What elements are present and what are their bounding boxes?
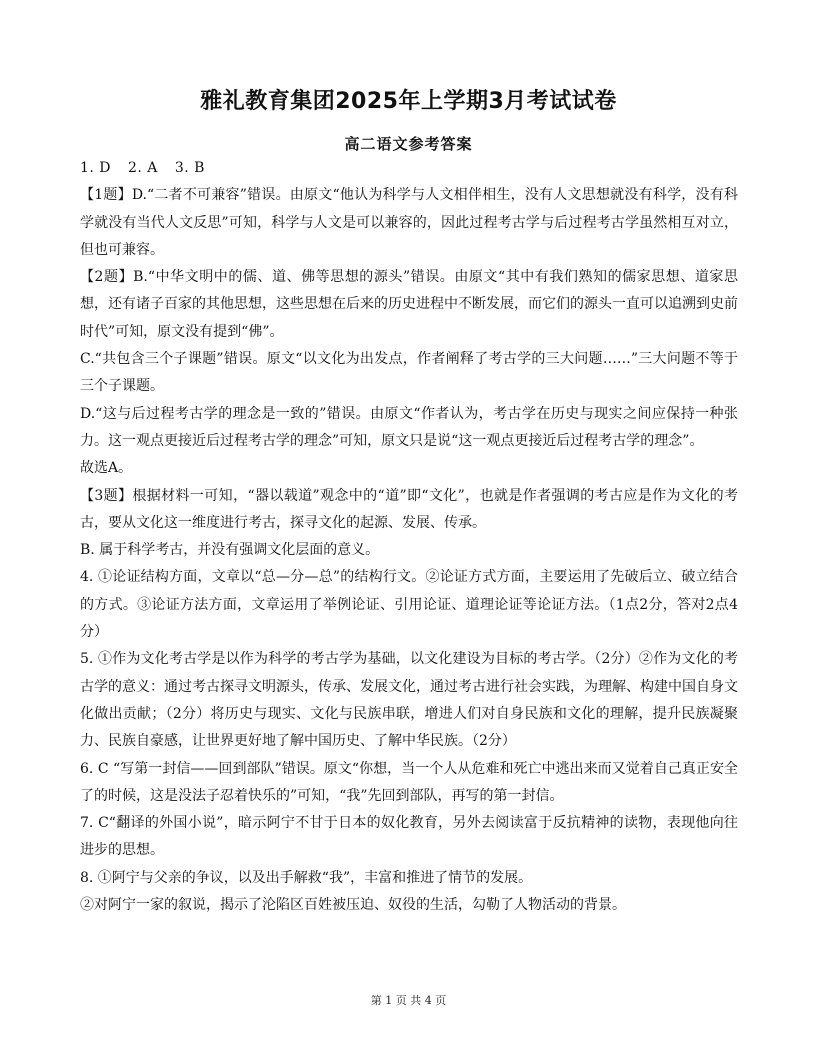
- paragraph-q6: 6. C “写第一封信——回到部队”错误。原文“你想，当一个人从危难和死亡中逃出来而又觉着自己真正安全了的时候，这是没法子忍着快乐的”可知，“我”先回到部队，再写的第一封信。: [80, 760, 738, 804]
- paragraph-q1: 【1题】D.“二者不可兼容”错误。由原文“他认为科学与人文相伴相生，没有人文思想就没有科学，没有科学就没有当代人文反思”可知，科学与人文是可以兼容的，因此过程考古学与后过程考古学虽然相互对立，但也可兼容。: [80, 187, 738, 258]
- answer-key-line: [80, 155, 738, 182]
- paragraph-q5: 5. ①作为文化考古学是以作为科学的考古学为基础，以文化建设为目标的考古学。（2分）②作为文化的考古学的意义：通过考古探寻文明源头，传承、发展文化，通过考古进行社会实践，为理解、构建中国自身文化做出贡献；（2分）将历史与现实、文化与民族串联，增进人们对自身民族和文化的理解，提升民族凝聚力、民族自豪感，让世界更好地了解中国历史、了解中华民族。（2分）: [80, 651, 738, 750]
- answer-3: 3. B: [174, 160, 205, 176]
- document-title: 雅礼教育集团2025年上学期3月考试试卷: [200, 89, 617, 114]
- paragraph-q4: 4. ①论证结构方面，文章以“总—分—总”的结构行文。②论证方式方面，主要运用了先破后立、破立结合的方式。③论证方法方面，文章运用了举例论证、引用论证、道理论证等论证方法。（1点2分，答对2点4分）: [80, 569, 738, 641]
- answer-1: 1. D: [80, 160, 112, 176]
- paragraph-q2-conclusion: 故选A。: [80, 460, 133, 477]
- document-subtitle: 高二语文参考答案: [344, 135, 473, 153]
- answer-body: [80, 155, 738, 919]
- paragraph-q3-b: B. 属于科学考古，并没有强调文化层面的意义。: [80, 542, 380, 559]
- paragraph-q2-c: C.“共包含三个子课题”错误。原文“以文化为出发点，作者阐释了考古学的三大问题……”三大问题不等于三个子课题。: [80, 351, 738, 395]
- paragraph-q2: 【2题】B.“中华文明中的儒、道、佛等思想的源头”错误。由原文“其中有我们熟知的儒家思想、道家思想，还有诸子百家的其他思想，这些思想在后来的历史进程中不断发展，而它们的源头一直可以追溯到史前时代”可知，原文没有提到“佛”。: [80, 269, 738, 340]
- paragraph-q2-d: D.“这与后过程考古学的理念是一致的”错误。由原文“作者认为，考古学在历史与现实之间应保持一种张力。这一观点更接近后过程考古学的理念”可知，原文只是说“这一观点更接近后过程考古学的理念”。: [80, 405, 738, 449]
- paragraph-q3: 【3题】根据材料一可知，“器以载道”观念中的“道”即“文化”，也就是作者强调的考古应是作为文化的考古，要从文化这一维度进行考古，探寻文化的起源、发展、传承。: [80, 487, 738, 531]
- paragraph-q7: 7. C“翻译的外国小说”，暗示阿宁不甘于日本的奴化教育，另外去阅读富于反抗精神的读物，表现他向往进步的思想。: [80, 815, 738, 859]
- page-footer: 第 1 页 共 4 页: [370, 994, 447, 1007]
- answer-2: 2. A: [128, 160, 158, 176]
- paragraph-q8-2: ②对阿宁一家的叙说，揭示了沦陷区百姓被压迫、奴役的生活，勾勒了人物活动的背景。: [80, 897, 626, 914]
- paragraph-q8-1: 8. ①阿宁与父亲的争议，以及出手解救“我”，丰富和推进了情节的发展。: [80, 869, 533, 886]
